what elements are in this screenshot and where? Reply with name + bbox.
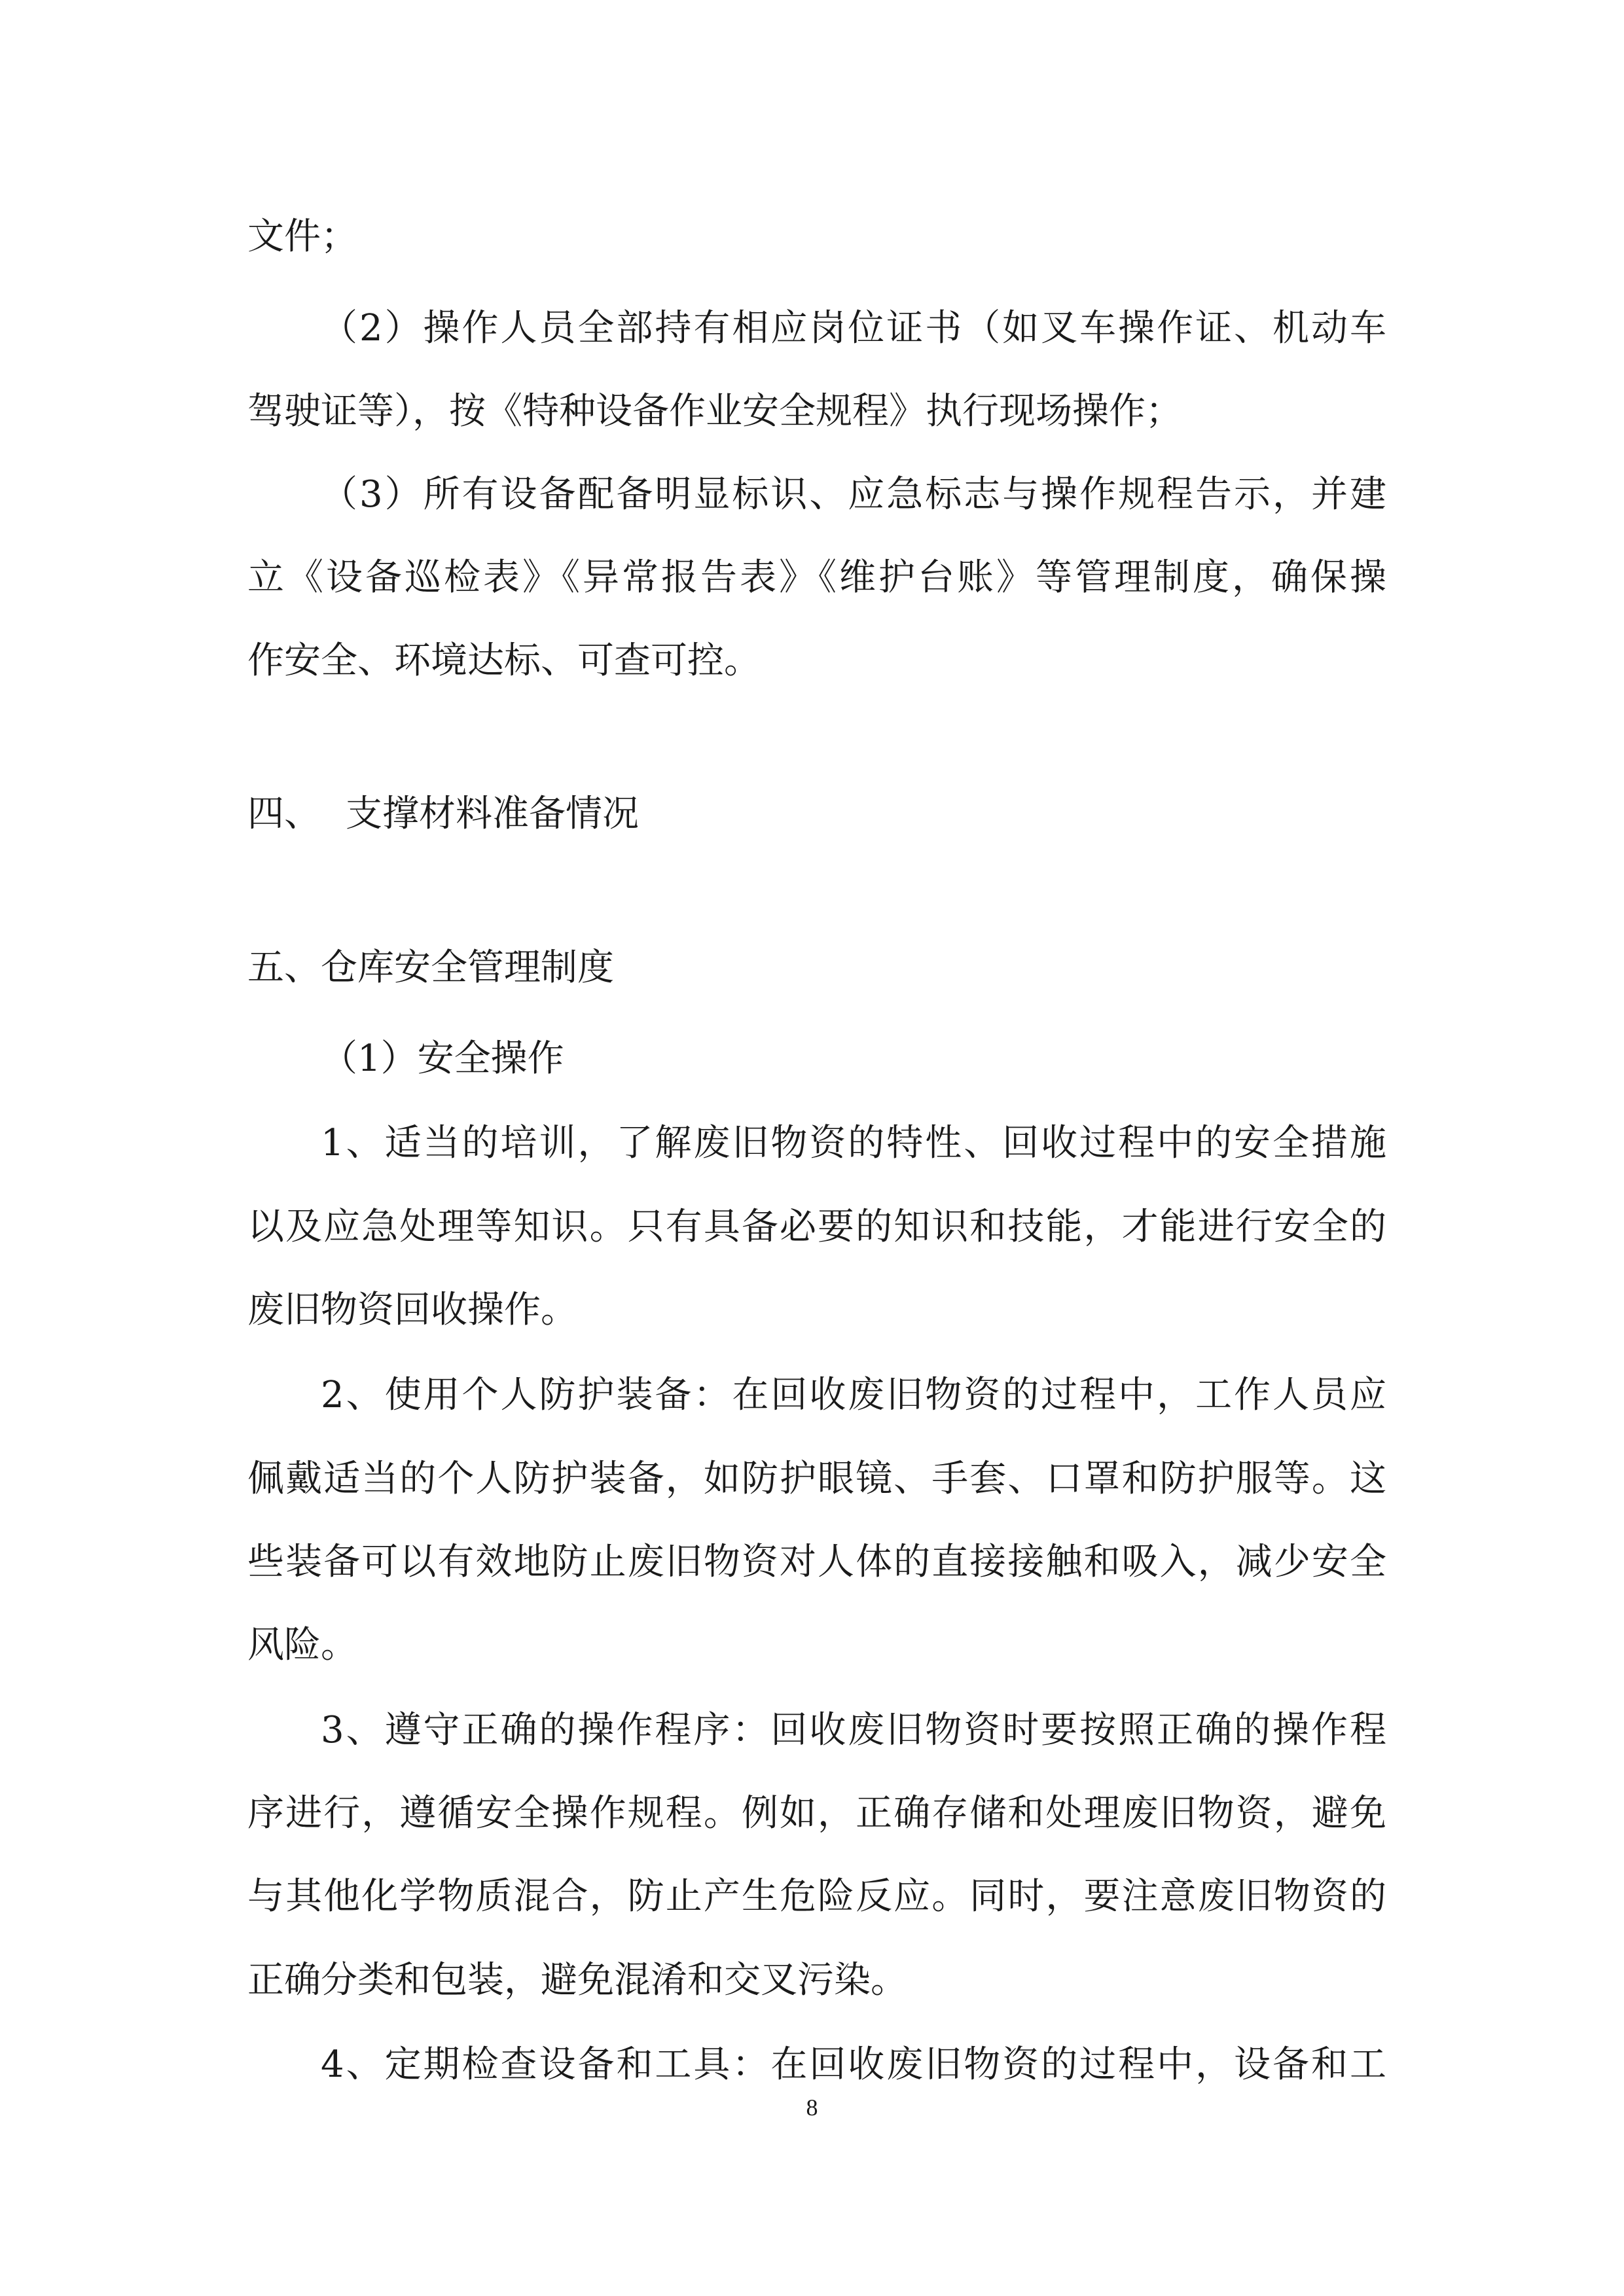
paragraph-line: 废旧物资回收操作。 xyxy=(247,1289,577,1331)
section-number: 四、 xyxy=(247,793,321,835)
paragraph-line: （2）操作人员全部持有相应岗位证书（如叉车操作证、机动车 xyxy=(321,307,1386,350)
paragraph-line: 1、适当的培训，了解废旧物资的特性、回收过程中的安全措施 xyxy=(321,1122,1386,1164)
paragraph-line: 立《设备巡检表》《异常报告表》《维护台账》等管理制度，确保操 xyxy=(247,556,1386,599)
paragraph-line: 文件； xyxy=(247,215,357,258)
section-title: 支撑材料准备情况 xyxy=(346,793,639,835)
paragraph-line: 2、使用个人防护装备：在回收废旧物资的过程中，工作人员应 xyxy=(321,1374,1386,1416)
paragraph-line: 以及应急处理等知识。只有具备必要的知识和技能，才能进行安全的 xyxy=(247,1206,1386,1248)
paragraph-line: 些装备可以有效地防止废旧物资对人体的直接接触和吸入，减少安全 xyxy=(247,1541,1386,1583)
section-heading-four xyxy=(247,791,639,838)
paragraph-line: （3）所有设备配备明显标识、应急标志与操作规程告示，并建 xyxy=(321,473,1386,516)
paragraph-line: 4、定期检查设备和工具：在回收废旧物资的过程中，设备和工 xyxy=(321,2043,1386,2086)
paragraph-line: 3、遵守正确的操作程序：回收废旧物资时要按照正确的操作程 xyxy=(321,1709,1386,1751)
paragraph-line: 驾驶证等），按《特种设备作业安全规程》执行现场操作； xyxy=(247,390,1182,433)
section-heading-five: 五、仓库安全管理制度 xyxy=(247,946,614,989)
paragraph-line: 与其他化学物质混合，防止产生危险反应。同时，要注意废旧物资的 xyxy=(247,1875,1386,1918)
subsection-heading: （1）安全操作 xyxy=(321,1037,564,1080)
paragraph-line: 风险。 xyxy=(247,1624,357,1666)
page-number: 8 xyxy=(806,2094,818,2121)
paragraph-line: 佩戴适当的个人防护装备，如防护眼镜、手套、口罩和防护服等。这 xyxy=(247,1458,1386,1500)
paragraph-line: 序进行，遵循安全操作规程。例如，正确存储和处理废旧物资，避免 xyxy=(247,1792,1386,1835)
paragraph-line: 正确分类和包装，避免混淆和交叉污染。 xyxy=(247,1959,907,2001)
paragraph-line: 作安全、环境达标、可查可控。 xyxy=(247,639,761,682)
